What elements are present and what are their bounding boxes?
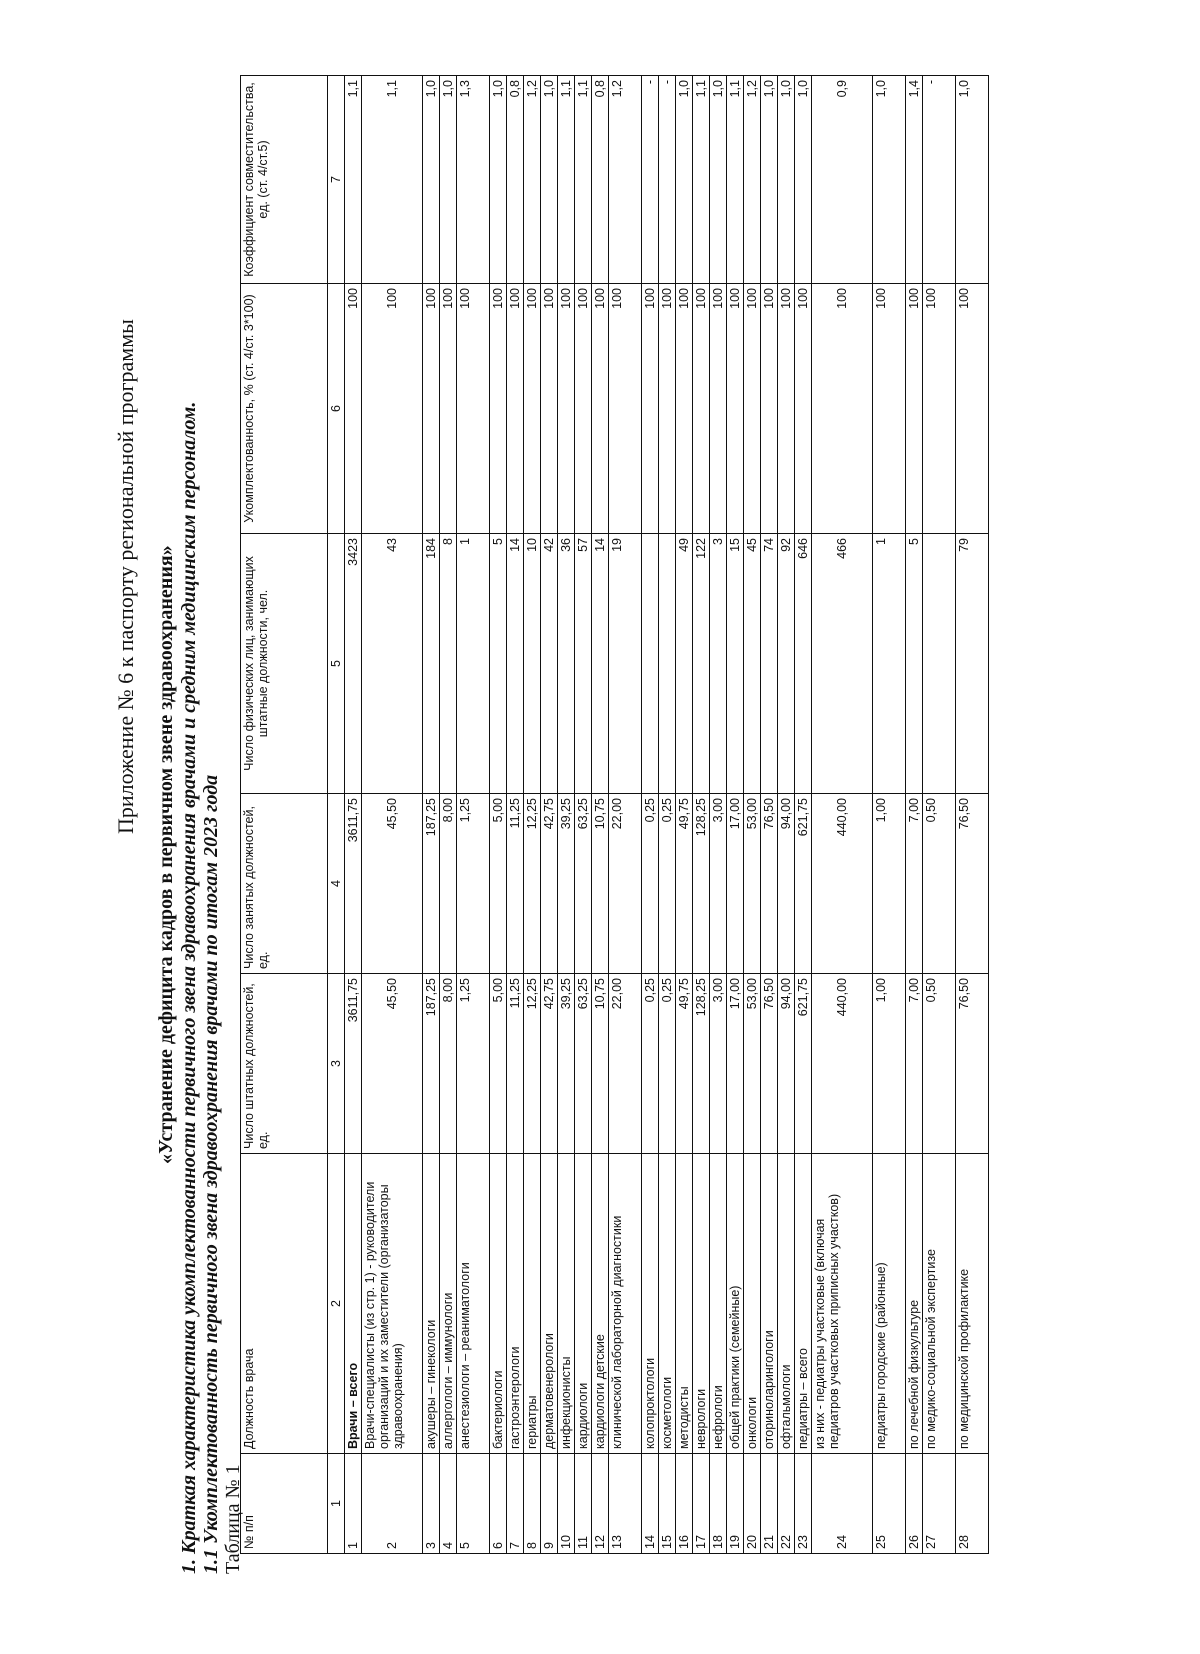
staffing-percent-cell: 100 [744,284,761,534]
combination-coef-cell: 1,0 [956,76,989,284]
physical-persons-cell: 5 [490,534,507,794]
table-row [693,76,710,1554]
position-name-cell: оториноларингологи [761,1154,778,1454]
physical-persons-cell: 3 [710,534,727,794]
physical-persons-cell: 646 [795,534,812,794]
position-name-cell: нефрологи [710,1154,727,1454]
combination-coef-cell: 0,9 [812,76,873,284]
row-number-cell: 15 [659,1454,676,1554]
position-name-cell: педиатры – всего [795,1154,812,1454]
table-row [676,76,693,1554]
table-row [558,76,575,1554]
position-name-cell: инфекционисты [558,1154,575,1454]
row-number-cell: 22 [778,1454,795,1554]
row-number-cell: 4 [440,1454,457,1554]
staff-positions-cell: 39,25 [558,974,575,1154]
col-header: Число занятых должностей, ед. [241,794,328,974]
col-header: Укомплектованность, % (ст. 4/ст. 3*100) [241,284,328,534]
staffing-percent-cell: 100 [541,284,558,534]
table-row [761,76,778,1554]
table-row [423,76,440,1554]
staff-positions-cell: 45,50 [362,974,423,1154]
combination-coef-cell: 1,1 [693,76,710,284]
physical-persons-cell: 43 [362,534,423,794]
combination-coef-cell: 1,1 [727,76,744,284]
physical-persons-cell: 57 [575,534,592,794]
staff-positions-cell: 1,00 [873,974,906,1154]
position-name-cell: по медицинской профилактике [956,1154,989,1454]
physical-persons-cell: 19 [609,534,642,794]
staff-positions-cell: 94,00 [778,974,795,1154]
staff-positions-cell: 42,75 [541,974,558,1154]
table-row [575,76,592,1554]
position-name-cell: Врачи – всего [345,1154,362,1454]
physical-persons-cell: 466 [812,534,873,794]
staffing-percent-cell: 100 [693,284,710,534]
table-row [507,76,524,1554]
row-number-cell: 1 [345,1454,362,1554]
occupied-positions-cell: 17,00 [727,794,744,974]
physical-persons-cell: 42 [541,534,558,794]
physical-persons-cell: 45 [744,534,761,794]
combination-coef-cell: - [923,76,956,284]
physical-persons-cell: 79 [956,534,989,794]
staffing-percent-cell: 100 [710,284,727,534]
occupied-positions-cell: 94,00 [778,794,795,974]
row-number-cell: 14 [642,1454,659,1554]
position-name-cell: гериатры [524,1154,541,1454]
table-row [795,76,812,1554]
row-number-cell: 28 [956,1454,989,1554]
staff-positions-cell: 3611,75 [345,974,362,1154]
row-number-cell: 13 [609,1454,642,1554]
combination-coef-cell: 1,1 [345,76,362,284]
row-number-cell: 10 [558,1454,575,1554]
physical-persons-cell: 1 [873,534,906,794]
staff-positions-cell: 8,00 [440,974,457,1154]
staff-positions-cell: 5,00 [490,974,507,1154]
combination-coef-cell: 1,0 [440,76,457,284]
staff-positions-cell: 1,25 [457,974,490,1154]
combination-coef-cell: 1,0 [541,76,558,284]
combination-coef-cell: 1,0 [778,76,795,284]
col-number: 4 [328,794,345,974]
col-number: 2 [328,1154,345,1454]
staff-positions-cell: 128,25 [693,974,710,1154]
position-name-cell: по медико-социальной экспертизе [923,1154,956,1454]
staffing-percent-cell: 100 [956,284,989,534]
column-number-row [328,76,345,1554]
staffing-percent-cell: 100 [873,284,906,534]
combination-coef-cell: 1,0 [873,76,906,284]
staffing-percent-cell: 100 [524,284,541,534]
staffing-percent-cell: 100 [592,284,609,534]
physical-persons-cell [642,534,659,794]
staffing-percent-cell: 100 [727,284,744,534]
staffing-percent-cell: 100 [812,284,873,534]
document-title: «Устранение дефицита кадров в первичном звене здравоохранения» [155,545,177,1164]
table-row [744,76,761,1554]
row-number-cell: 24 [812,1454,873,1554]
row-number-cell: 5 [457,1454,490,1554]
table-row [659,76,676,1554]
physical-persons-cell [923,534,956,794]
staffing-percent-cell: 100 [676,284,693,534]
position-name-cell: колопроктологи [642,1154,659,1454]
position-name-cell: дерматовенерологи [541,1154,558,1454]
col-header: Число штатных должностей, ед. [241,974,328,1154]
staffing-percent-cell: 100 [490,284,507,534]
occupied-positions-cell: 7,00 [906,794,923,974]
table-row [490,76,507,1554]
row-number-cell: 26 [906,1454,923,1554]
position-name-cell: из них - педиатры участковые (включая педиатров участковых приписных участков) [812,1154,873,1454]
position-name-cell: гастроэнтерологи [507,1154,524,1454]
table-row [642,76,659,1554]
staffing-percent-cell: 100 [345,284,362,534]
position-name-cell: офтальмологи [778,1154,795,1454]
combination-coef-cell: 1,3 [457,76,490,284]
staffing-percent-cell: 100 [761,284,778,534]
occupied-positions-cell: 0,50 [923,794,956,974]
staff-positions-cell: 22,00 [609,974,642,1154]
col-header: Коэффициент совместительства, ед. (ст. 4/ст.5) [241,76,328,284]
combination-coef-cell: 1,1 [575,76,592,284]
staff-positions-cell: 63,25 [575,974,592,1154]
occupied-positions-cell: 3,00 [710,794,727,974]
row-number-cell: 7 [507,1454,524,1554]
staff-positions-cell: 76,50 [956,974,989,1154]
occupied-positions-cell: 440,00 [812,794,873,974]
occupied-positions-cell: 621,75 [795,794,812,974]
combination-coef-cell: 1,2 [609,76,642,284]
staffing-percent-cell: 100 [609,284,642,534]
staffing-percent-cell: 100 [558,284,575,534]
staffing-percent-cell: 100 [659,284,676,534]
col-number: 1 [328,1454,345,1554]
row-number-cell: 23 [795,1454,812,1554]
occupied-positions-cell: 45,50 [362,794,423,974]
table-row [592,76,609,1554]
physical-persons-cell: 184 [423,534,440,794]
position-name-cell: кардиологи [575,1154,592,1454]
annex-label: Приложение № 6 к паспорту региональной программы [113,319,138,834]
table-row [812,76,873,1554]
physical-persons-cell: 5 [906,534,923,794]
combination-coef-cell: 1,2 [744,76,761,284]
row-number-cell: 9 [541,1454,558,1554]
position-name-cell: общей практики (семейные) [727,1154,744,1454]
table-row [710,76,727,1554]
staffing-percent-cell: 100 [507,284,524,534]
row-number-cell: 20 [744,1454,761,1554]
col-number: 5 [328,534,345,794]
position-name-cell: кардиологи детские [592,1154,609,1454]
occupied-positions-cell: 39,25 [558,794,575,974]
occupied-positions-cell: 63,25 [575,794,592,974]
table-row [778,76,795,1554]
table-row [906,76,923,1554]
physical-persons-cell: 36 [558,534,575,794]
table-row [362,76,423,1554]
table-row [956,76,989,1554]
staffing-percent-cell: 100 [423,284,440,534]
table-row [345,76,362,1554]
position-name-cell: аллергологи – иммунологи [440,1154,457,1454]
combination-coef-cell: 1,0 [676,76,693,284]
position-name-cell: методисты [676,1154,693,1454]
col-header: Число физических лиц, занимающих штатные должности, чел. [241,534,328,794]
position-name-cell: педиатры городские (районные) [873,1154,906,1454]
combination-coef-cell: - [659,76,676,284]
staff-positions-cell: 53,00 [744,974,761,1154]
physical-persons-cell: 15 [727,534,744,794]
physical-persons-cell [659,534,676,794]
occupied-positions-cell: 22,00 [609,794,642,974]
combination-coef-cell: 1,0 [710,76,727,284]
table-header-row [241,76,328,1554]
combination-coef-cell: 1,2 [524,76,541,284]
physical-persons-cell: 8 [440,534,457,794]
table-row [524,76,541,1554]
row-number-cell: 12 [592,1454,609,1554]
row-number-cell: 16 [676,1454,693,1554]
staff-positions-cell: 0,50 [923,974,956,1154]
row-number-cell: 18 [710,1454,727,1554]
physical-persons-cell: 74 [761,534,778,794]
staff-positions-cell: 621,75 [795,974,812,1154]
physical-persons-cell: 14 [507,534,524,794]
position-name-cell: по лечебной физкультуре [906,1154,923,1454]
occupied-positions-cell: 76,50 [956,794,989,974]
occupied-positions-cell: 1,25 [457,794,490,974]
row-number-cell: 8 [524,1454,541,1554]
row-number-cell: 27 [923,1454,956,1554]
combination-coef-cell: 1,0 [423,76,440,284]
col-header: Должность врача [241,1154,328,1454]
combination-coef-cell: 0,8 [592,76,609,284]
position-name-cell: акушеры – гинекологи [423,1154,440,1454]
position-name-cell: косметологи [659,1154,676,1454]
staff-positions-cell: 76,50 [761,974,778,1154]
position-name-cell: бактериологи [490,1154,507,1454]
table-row [457,76,490,1554]
combination-coef-cell: 1,0 [795,76,812,284]
position-name-cell: онкологи [744,1154,761,1454]
row-number-cell: 2 [362,1454,423,1554]
combination-coef-cell: 1,4 [906,76,923,284]
row-number-cell: 21 [761,1454,778,1554]
staffing-table [240,75,989,1554]
staff-positions-cell: 0,25 [642,974,659,1154]
table-row [923,76,956,1554]
occupied-positions-cell: 187,25 [423,794,440,974]
occupied-positions-cell: 0,25 [642,794,659,974]
staffing-percent-cell: 100 [440,284,457,534]
col-number: 3 [328,974,345,1154]
staff-positions-cell: 49,75 [676,974,693,1154]
row-number-cell: 25 [873,1454,906,1554]
staff-positions-cell: 11,25 [507,974,524,1154]
table-number: Таблица № 1 [222,1464,244,1574]
occupied-positions-cell: 49,75 [676,794,693,974]
staff-positions-cell: 17,00 [727,974,744,1154]
occupied-positions-cell: 76,50 [761,794,778,974]
position-name-cell: неврологи [693,1154,710,1454]
row-number-cell: 11 [575,1454,592,1554]
occupied-positions-cell: 128,25 [693,794,710,974]
table-row [873,76,906,1554]
row-number-cell: 3 [423,1454,440,1554]
staffing-percent-cell: 100 [795,284,812,534]
table-row [609,76,642,1554]
row-number-cell: 19 [727,1454,744,1554]
subsection-heading: 1.1 Укомплектованность первичного звена здравоохранения врачами по итогам 2023 года [200,774,222,1574]
table-body [345,76,989,1554]
staffing-percent-cell: 100 [923,284,956,534]
physical-persons-cell: 14 [592,534,609,794]
section-heading: 1. Краткая характеристика укомплектованности первичного звена здравоохранения врачами и средним медицинским персоналом. [178,401,200,1574]
staff-positions-cell: 0,25 [659,974,676,1154]
physical-persons-cell: 49 [676,534,693,794]
physical-persons-cell: 10 [524,534,541,794]
table-row [440,76,457,1554]
staff-positions-cell: 187,25 [423,974,440,1154]
combination-coef-cell: 1,0 [761,76,778,284]
physical-persons-cell: 1 [457,534,490,794]
occupied-positions-cell: 53,00 [744,794,761,974]
occupied-positions-cell: 10,75 [592,794,609,974]
table-row [727,76,744,1554]
col-header: № п/п [241,1454,328,1554]
combination-coef-cell: 1,0 [490,76,507,284]
physical-persons-cell: 92 [778,534,795,794]
position-name-cell: Врачи-специалисты (из стр. 1) - руководители организаций и их заместители (организаторы здравоохранения) [362,1154,423,1454]
staffing-percent-cell: 100 [575,284,592,534]
staff-positions-cell: 3,00 [710,974,727,1154]
row-number-cell: 6 [490,1454,507,1554]
occupied-positions-cell: 5,00 [490,794,507,974]
staff-positions-cell: 12,25 [524,974,541,1154]
combination-coef-cell: 1,1 [558,76,575,284]
position-name-cell: клинической лабораторной диагностики [609,1154,642,1454]
combination-coef-cell: - [642,76,659,284]
staff-positions-cell: 10,75 [592,974,609,1154]
combination-coef-cell: 1,1 [362,76,423,284]
occupied-positions-cell: 0,25 [659,794,676,974]
occupied-positions-cell: 42,75 [541,794,558,974]
table-row [541,76,558,1554]
occupied-positions-cell: 1,00 [873,794,906,974]
staffing-percent-cell: 100 [906,284,923,534]
staffing-percent-cell: 100 [778,284,795,534]
occupied-positions-cell: 11,25 [507,794,524,974]
staffing-percent-cell: 100 [642,284,659,534]
col-number: 6 [328,284,345,534]
occupied-positions-cell: 8,00 [440,794,457,974]
staff-positions-cell: 7,00 [906,974,923,1154]
row-number-cell: 17 [693,1454,710,1554]
col-number: 7 [328,76,345,284]
physical-persons-cell: 122 [693,534,710,794]
physical-persons-cell: 3423 [345,534,362,794]
combination-coef-cell: 0,8 [507,76,524,284]
staffing-percent-cell: 100 [457,284,490,534]
staff-positions-cell: 440,00 [812,974,873,1154]
occupied-positions-cell: 12,25 [524,794,541,974]
staffing-percent-cell: 100 [362,284,423,534]
position-name-cell: анестезиологи – реаниматологи [457,1154,490,1454]
occupied-positions-cell: 3611,75 [345,794,362,974]
